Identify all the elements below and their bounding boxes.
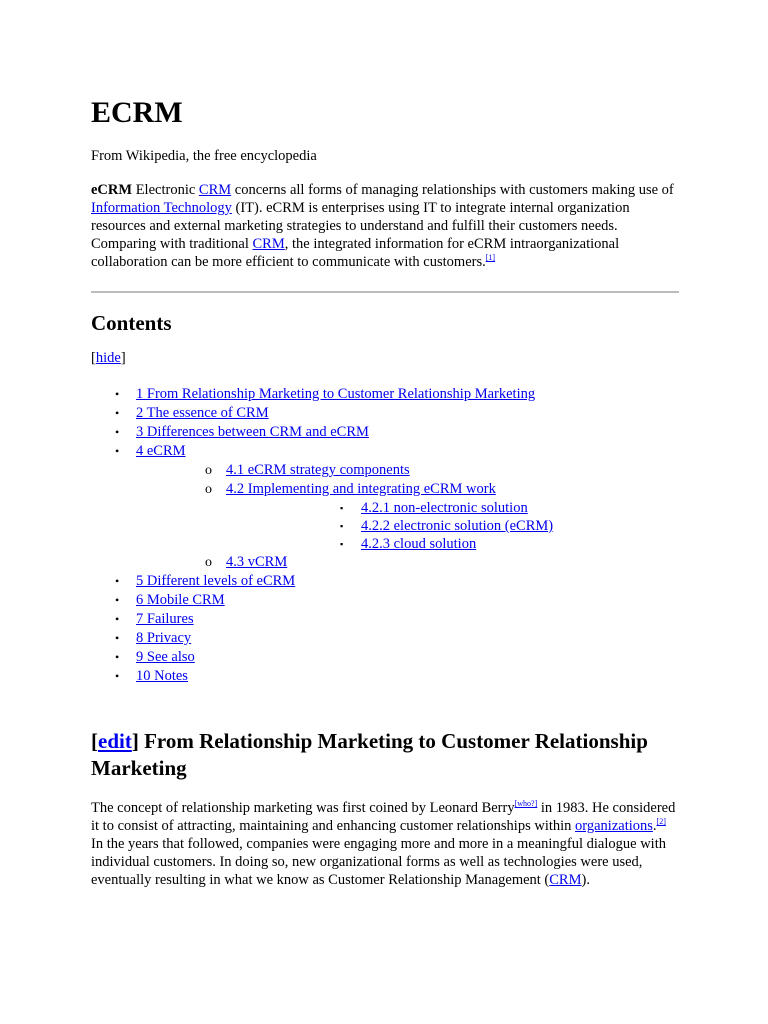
toc-bullet: o <box>205 555 212 570</box>
toc-sublist <box>226 499 679 553</box>
toc-toggle-close-bracket: ] <box>120 350 126 366</box>
toc-item <box>91 423 679 442</box>
section-heading-relationship-marketing <box>91 728 679 782</box>
link-information-technology[interactable]: Information Technology <box>91 200 232 216</box>
intro-paragraph <box>91 181 679 271</box>
section-text-4: In the years that followed, companies were engaging more and more in a meaningful dialogue with individual customers. In doing so, new organizational forms as well as technologies were used, eventually resulting in what we know as Customer Relationship Management ( <box>91 836 666 888</box>
toc-bullet: • <box>115 669 120 683</box>
who-citation-link[interactable]: [who?] <box>514 799 538 808</box>
divider <box>91 291 679 293</box>
toc-link[interactable]: 4.1 eCRM strategy components <box>226 462 410 478</box>
toc-link[interactable]: 1 From Relationship Marketing to Customer Relationship Marketing <box>136 386 536 402</box>
toc-item <box>91 385 679 404</box>
toc-bullet: o <box>205 482 212 497</box>
toc-item <box>91 648 679 667</box>
toc-item <box>226 517 679 535</box>
intro-text-2: concerns all forms of managing relationships with customers making use of <box>231 182 674 198</box>
section-text-5: ). <box>581 872 590 888</box>
toc-bullet: • <box>115 406 120 420</box>
toc-link[interactable]: 6 Mobile CRM <box>136 592 225 608</box>
link-crm-3[interactable]: CRM <box>549 872 582 888</box>
toc-item <box>136 553 679 572</box>
toc-list <box>91 385 679 686</box>
toc-bullet: • <box>115 574 120 588</box>
toc-bullet: • <box>115 631 120 645</box>
toc-item <box>91 404 679 423</box>
section-heading-text: From Relationship Marketing to Customer Relationship Marketing <box>91 729 648 780</box>
toc-item <box>136 480 679 553</box>
link-crm[interactable]: CRM <box>198 182 232 198</box>
article-content <box>91 96 679 889</box>
section-text-3: . <box>652 818 657 834</box>
toc-link[interactable]: 3 Differences between CRM and eCRM <box>136 424 369 440</box>
toc-item <box>91 629 679 648</box>
toc-bullet: o <box>205 463 212 478</box>
toc-bullet: ▪ <box>340 521 344 531</box>
section-paragraph <box>91 799 679 889</box>
toc-bullet: • <box>115 425 120 439</box>
toc-bullet: ▪ <box>340 539 344 549</box>
toc-link[interactable]: 4 eCRM <box>136 443 186 459</box>
toc-item <box>226 535 679 553</box>
toc-link[interactable]: 8 Privacy <box>136 630 192 646</box>
toc-item <box>91 591 679 610</box>
contents-heading: Contents <box>91 311 172 335</box>
toc-toggle <box>91 349 679 367</box>
toc-link[interactable]: 4.2.3 cloud solution <box>361 536 477 552</box>
toc-item <box>91 610 679 629</box>
toc-sublist <box>136 461 679 572</box>
reference-1-link[interactable]: [1] <box>485 253 496 262</box>
toc-bullet: • <box>115 612 120 626</box>
intro-text-4: , the integrated information for eCRM intraorganizational collaboration can be more efficient to communicate with customers. <box>91 236 620 270</box>
section-text-1: The concept of relationship marketing was first coined by Leonard Berry <box>91 800 515 816</box>
page-title: ECRM <box>91 96 183 129</box>
toc-item <box>91 667 679 686</box>
intro-text-1: Electronic <box>132 182 199 198</box>
edit-open-bracket: [ <box>91 729 98 753</box>
toc-bullet: • <box>115 593 120 607</box>
toc-item <box>91 572 679 591</box>
toc-bullet: • <box>115 650 120 664</box>
toc-bullet: • <box>115 444 120 458</box>
toc-bullet: ▪ <box>340 503 344 513</box>
reference-2-link[interactable]: [2] <box>656 817 666 826</box>
toc-toggle-open-bracket: [ <box>91 350 96 366</box>
toc-item <box>226 499 679 517</box>
toc-item <box>136 461 679 480</box>
toc-link[interactable]: 4.2 Implementing and integrating eCRM work <box>226 481 496 497</box>
edit-section-link[interactable]: edit <box>98 729 132 753</box>
hide-toc-link[interactable]: hide <box>95 350 121 366</box>
toc-link[interactable]: 4.2.1 non-electronic solution <box>361 500 528 516</box>
intro-text-3: (IT). eCRM is enterprises using IT to integrate internal organization resources and external marketing strategies to understand and fulfill their customers needs. Comparing with traditional <box>91 200 630 252</box>
toc-link[interactable]: 10 Notes <box>136 668 188 684</box>
toc-link[interactable]: 4.2.2 electronic solution (eCRM) <box>361 518 554 534</box>
section-text-2: in 1983. He considered it to consist of attracting, maintaining and enhancing customer relationships within <box>91 800 676 834</box>
toc-link[interactable]: 4.3 vCRM <box>226 554 288 570</box>
article-subtitle: From Wikipedia, the free encyclopedia <box>91 148 317 164</box>
intro-lead: eCRM <box>91 182 133 198</box>
link-organizations[interactable]: organizations <box>575 818 653 834</box>
toc-bullet: • <box>115 387 120 401</box>
edit-close-bracket: ] <box>131 729 139 753</box>
toc-link[interactable]: 5 Different levels of eCRM <box>136 573 296 589</box>
toc-item <box>91 442 679 572</box>
toc-link[interactable]: 2 The essence of CRM <box>136 405 269 421</box>
link-crm-2[interactable]: CRM <box>252 236 285 252</box>
toc-link[interactable]: 7 Failures <box>136 611 194 627</box>
toc-link[interactable]: 9 See also <box>136 649 195 665</box>
